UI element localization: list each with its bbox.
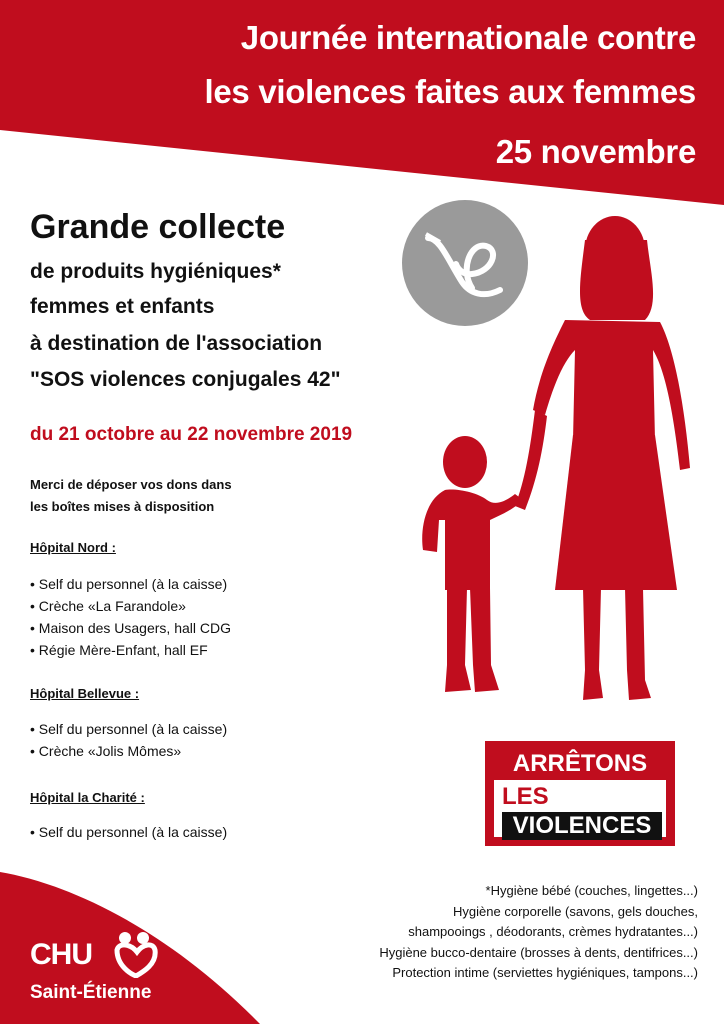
footnote-line: shampooings , déodorants, crèmes hydratantes...): [408, 924, 698, 939]
list-item: • Maison des Usagers, hall CDG: [30, 617, 231, 639]
list-item: • Self du personnel (à la caisse): [30, 573, 231, 595]
collection-period: du 21 octobre au 22 novembre 2019: [30, 424, 353, 445]
headline: Grande collecte: [30, 208, 286, 246]
mother-child-silhouette: [415, 210, 715, 710]
stop-violence-sign: [485, 741, 675, 846]
stop-word-arretons: ARRÊTONS: [494, 750, 666, 780]
site-title-hopital-bellevue: Hôpital Bellevue :: [30, 686, 140, 701]
title-line-2: les violences faites aux femmes: [204, 73, 696, 110]
subtitle-line-3: à destination de l'association: [30, 332, 323, 355]
list-item: • Self du personnel (à la caisse): [30, 821, 227, 843]
site-list-hopital-charite: [30, 821, 227, 843]
subtitle-line-1: de produits hygiéniques*: [30, 260, 281, 283]
site-title-hopital-charite: Hôpital la Charité :: [30, 790, 145, 805]
site-title-hopital-nord: Hôpital Nord :: [30, 540, 116, 555]
intro-text: [30, 474, 290, 518]
chu-heart-icon: [113, 930, 159, 978]
list-item: • Régie Mère-Enfant, hall EF: [30, 639, 231, 661]
title-date: 25 novembre: [495, 133, 696, 170]
footnote-line: *Hygiène bébé (couches, lingettes...): [485, 883, 698, 898]
footnote-line: Protection intime (serviettes hygiéniques, tampons...): [392, 965, 698, 980]
site-list-hopital-nord: [30, 573, 231, 661]
footnote: [379, 881, 698, 984]
stop-word-violences: VIOLENCES: [502, 812, 662, 840]
list-item: • Crèche «Jolis Mômes»: [30, 740, 227, 762]
subtitle-line-2: femmes et enfants: [30, 295, 215, 318]
chu-city-text: Saint-Étienne: [30, 982, 152, 1003]
chu-logo-text: CHU: [30, 938, 92, 971]
footnote-line: Hygiène bucco-dentaire (brosses à dents, dentifrices...): [379, 944, 698, 960]
list-item: • Self du personnel (à la caisse): [30, 718, 227, 740]
list-item: • Crèche «La Farandole»: [30, 595, 231, 617]
stop-word-les: LES: [502, 783, 549, 810]
subtitle-line-4: "SOS violences conjugales 42": [30, 368, 341, 391]
footnote-line: Hygiène corporelle (savons, gels douches,: [453, 903, 698, 919]
title-line-1: Journée internationale contre: [240, 19, 696, 56]
site-list-hopital-bellevue: [30, 718, 227, 762]
intro-line-1: Merci de déposer vos dons dans: [30, 477, 232, 492]
intro-line-2: les boîtes mises à disposition: [30, 499, 215, 514]
stop-sign-panel: [494, 750, 666, 837]
